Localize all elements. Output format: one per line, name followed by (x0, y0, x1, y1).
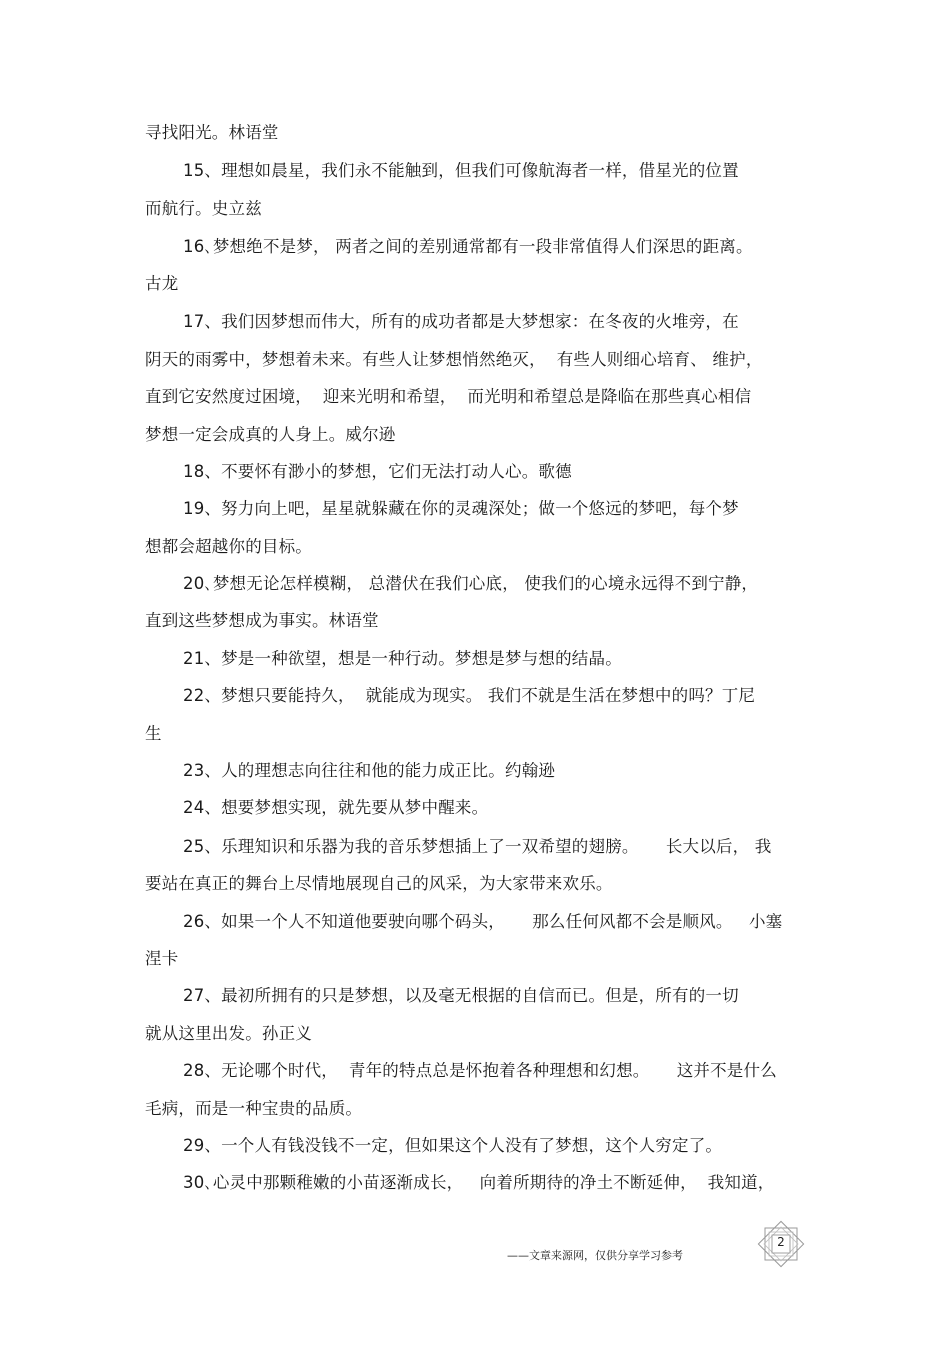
text-line: 寻找阳光。林语堂 (145, 123, 279, 142)
text-line: 20､梦想无论怎样模糊， 总潜伏在我们心底， 使我们的心境永远得不到宁静， (183, 574, 759, 593)
text-line: 18、不要怀有渺小的梦想，它们无法打动人心。歌德 (183, 462, 572, 481)
text-line: 梦想一定会成真的人身上。威尔逊 (145, 425, 396, 444)
text-line: 26、如果一个人不知道他要驶向哪个码头， 那么任何风都不会是顺风。 小塞 (183, 912, 783, 931)
text-line: 涅卡 (145, 949, 179, 968)
text-line: 古龙 (145, 274, 179, 293)
text-line: 15、理想如晨星，我们永不能触到，但我们可像航海者一样，借星光的位置 (183, 161, 739, 180)
footer-source-note: ——文章来源网，仅供分享学习参考 (507, 1249, 683, 1262)
text-line: 21、梦是一种欲望，想是一种行动。梦想是梦与想的结晶。 (183, 649, 622, 668)
text-line: 直到这些梦想成为事实。林语堂 (145, 611, 379, 630)
text-line: 30､心灵中那颗稚嫩的小苗逐渐成长， 向着所期待的净土不断延伸， 我知道， (183, 1173, 775, 1192)
text-line: 想都会超越你的目标。 (145, 537, 312, 556)
text-line: 16､梦想绝不是梦， 两者之间的差别通常都有一段非常值得人们深思的距离。 (183, 237, 753, 256)
text-line: 27、最初所拥有的只是梦想，以及毫无根据的自信而已。但是，所有的一切 (183, 986, 739, 1005)
text-line: 而航行。史立兹 (145, 199, 262, 218)
text-line: 24、想要梦想实现，就先要从梦中醒来。 (183, 798, 489, 817)
text-line: 毛病，而是一种宝贵的品质。 (145, 1099, 363, 1118)
text-line: 生 (145, 724, 162, 743)
text-line: 要站在真正的舞台上尽情地展现自己的风采，为大家带来欢乐。 (145, 874, 613, 893)
text-line: 直到它安然度过困境， 迎来光明和希望， 而光明和希望总是降临在那些真心相信 (145, 387, 752, 406)
text-line: 25、乐理知识和乐器为我的音乐梦想插上了一双希望的翅膀。 长大以后， 我 (183, 837, 772, 856)
text-line: 17、我们因梦想而伟大，所有的成功者都是大梦想家：在冬夜的火堆旁，在 (183, 312, 739, 331)
text-line: 就从这里出发。孙正义 (145, 1024, 312, 1043)
page-number: 2 (777, 1235, 785, 1249)
text-line: 19、努力向上吧，星星就躲藏在你的灵魂深处；做一个悠远的梦吧，每个梦 (183, 499, 739, 518)
text-line: 阴天的雨雾中，梦想着未来。有些人让梦想悄然绝灭， 有些人则细心培育、 维护， (145, 350, 763, 369)
text-line: 29、一个人有钱没钱不一定，但如果这个人没有了梦想，这个人穷定了。 (183, 1136, 723, 1155)
text-line: 23、人的理想志向往往和他的能力成正比。约翰逊 (183, 761, 556, 780)
page-number-badge (757, 1220, 805, 1268)
text-line: 28、无论哪个时代， 青年的特点总是怀抱着各种理想和幻想。 这并不是什么 (183, 1061, 777, 1080)
text-line: 22、梦想只要能持久， 就能成为现实。 我们不就是生活在梦想中的吗？丁尼 (183, 686, 756, 705)
